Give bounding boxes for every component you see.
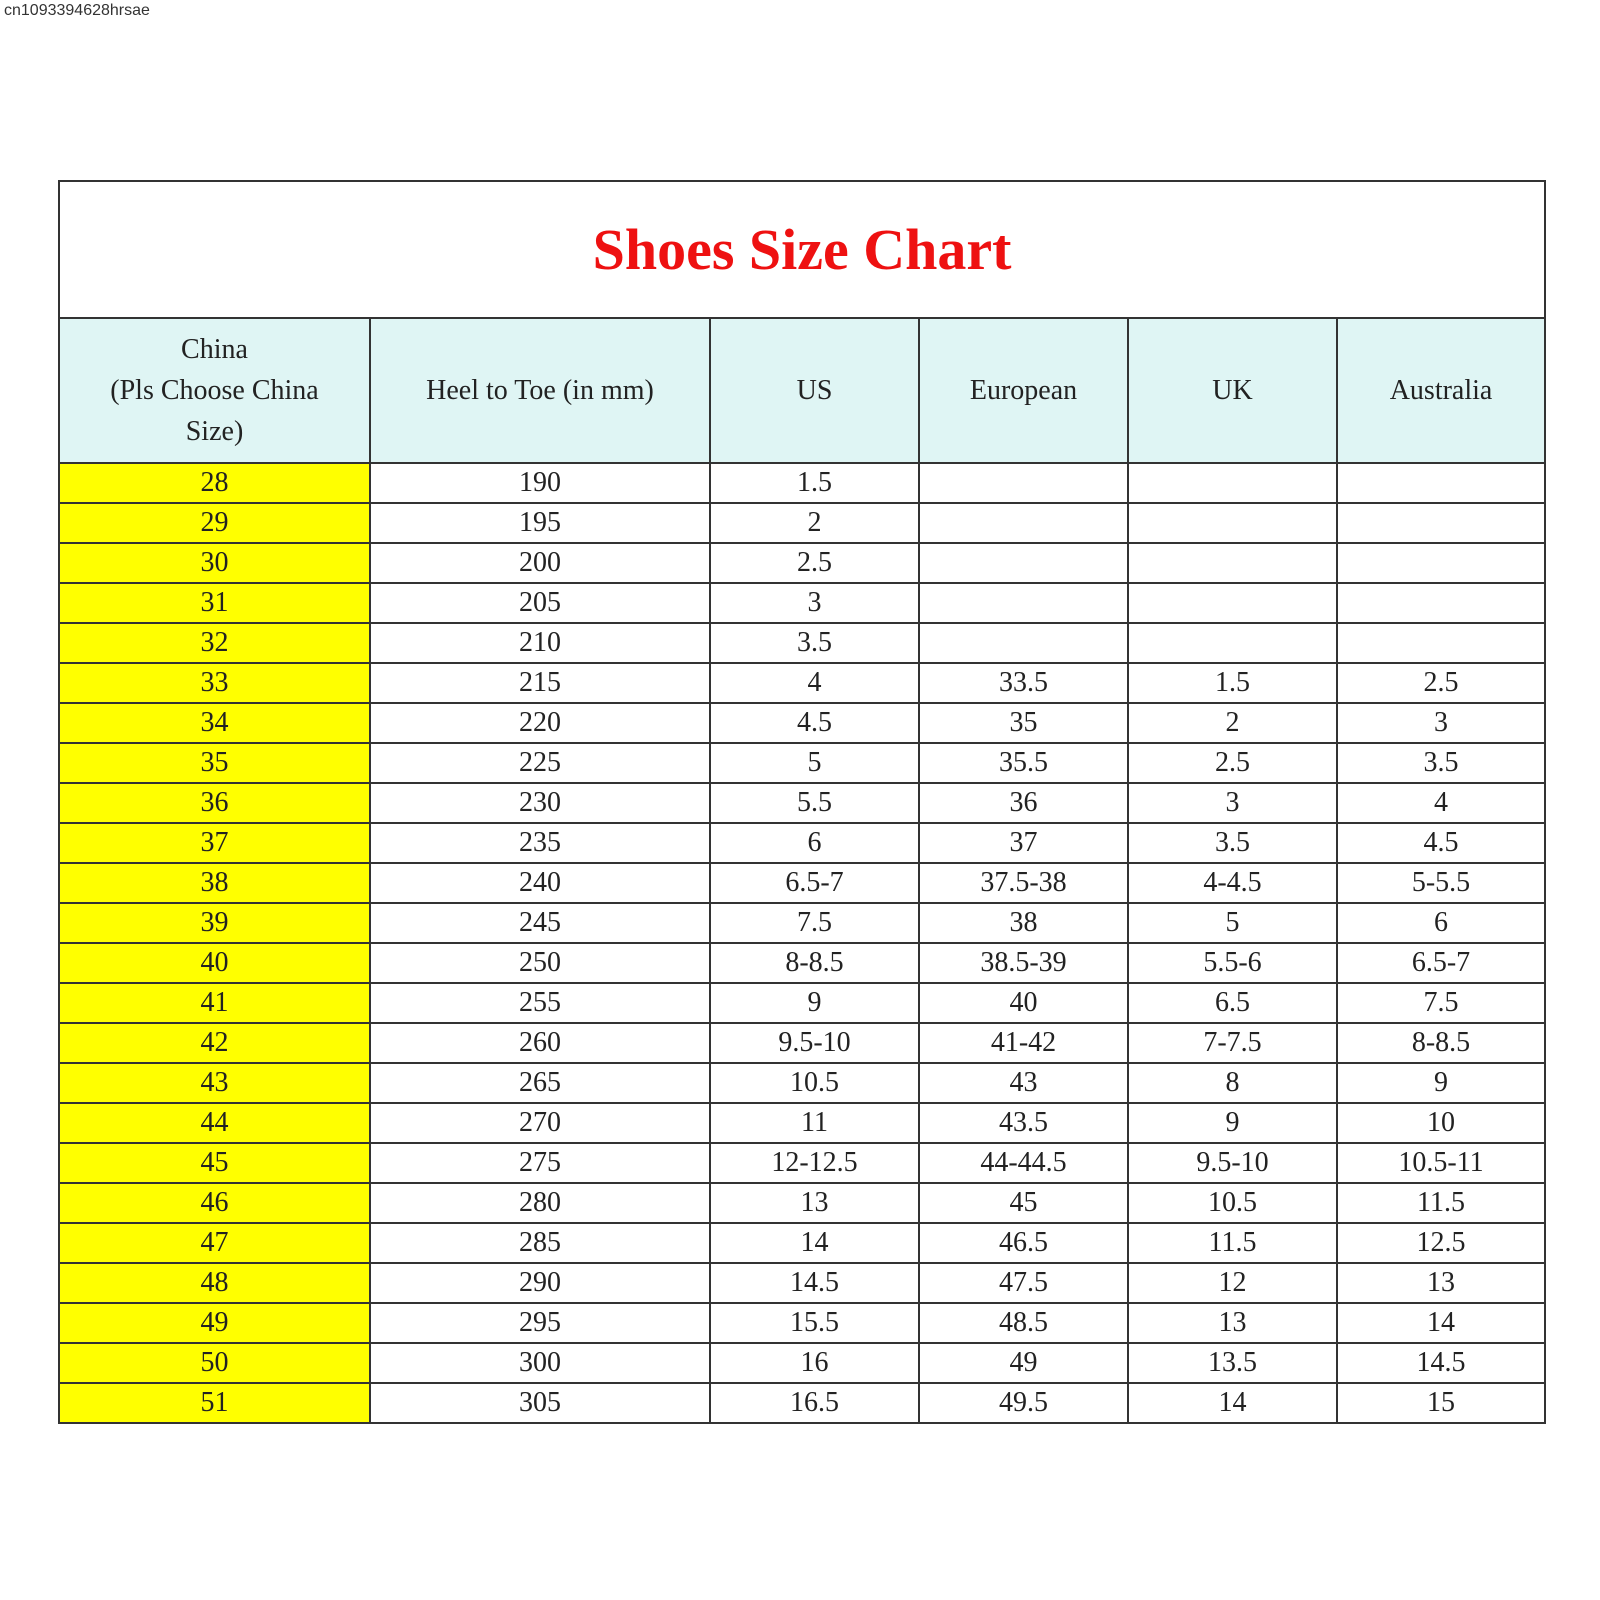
- cell-australia-size: 13: [1337, 1263, 1545, 1303]
- cell-heel-to-toe-mm: 245: [370, 903, 710, 943]
- cell-china-size: 29: [59, 503, 370, 543]
- cell-australia-size: 5-5.5: [1337, 863, 1545, 903]
- cell-china-size: 40: [59, 943, 370, 983]
- header-china-line1: China: [181, 334, 248, 365]
- cell-us-size: 14.5: [710, 1263, 919, 1303]
- cell-heel-to-toe-mm: 220: [370, 703, 710, 743]
- table-row: [59, 1063, 1545, 1103]
- cell-european-size: 46.5: [919, 1223, 1128, 1263]
- table-row: [59, 1303, 1545, 1343]
- cell-australia-size: 3: [1337, 703, 1545, 743]
- table-row: [59, 743, 1545, 783]
- header-us: US: [710, 318, 919, 463]
- cell-european-size: 35.5: [919, 743, 1128, 783]
- cell-china-size: 31: [59, 583, 370, 623]
- cell-us-size: 1.5: [710, 463, 919, 503]
- chart-title: Shoes Size Chart: [59, 181, 1545, 318]
- cell-european-size: 38.5-39: [919, 943, 1128, 983]
- cell-heel-to-toe-mm: 215: [370, 663, 710, 703]
- cell-uk-size: 9: [1128, 1103, 1337, 1143]
- cell-china-size: 41: [59, 983, 370, 1023]
- cell-china-size: 43: [59, 1063, 370, 1103]
- cell-uk-size: 2: [1128, 703, 1337, 743]
- cell-australia-size: [1337, 623, 1545, 663]
- cell-heel-to-toe-mm: 230: [370, 783, 710, 823]
- cell-heel-to-toe-mm: 305: [370, 1383, 710, 1423]
- cell-uk-size: [1128, 503, 1337, 543]
- cell-china-size: 35: [59, 743, 370, 783]
- cell-china-size: 38: [59, 863, 370, 903]
- cell-uk-size: 5.5-6: [1128, 943, 1337, 983]
- cell-heel-to-toe-mm: 240: [370, 863, 710, 903]
- header-australia: Australia: [1337, 318, 1545, 463]
- cell-european-size: 44-44.5: [919, 1143, 1128, 1183]
- cell-uk-size: 5: [1128, 903, 1337, 943]
- cell-china-size: 51: [59, 1383, 370, 1423]
- cell-china-size: 30: [59, 543, 370, 583]
- cell-uk-size: 12: [1128, 1263, 1337, 1303]
- table-row: [59, 903, 1545, 943]
- cell-australia-size: 14: [1337, 1303, 1545, 1343]
- cell-heel-to-toe-mm: 205: [370, 583, 710, 623]
- cell-us-size: 6.5-7: [710, 863, 919, 903]
- header-china-line2: (Pls Choose China: [110, 375, 319, 406]
- cell-australia-size: 7.5: [1337, 983, 1545, 1023]
- cell-european-size: 45: [919, 1183, 1128, 1223]
- cell-european-size: [919, 543, 1128, 583]
- cell-heel-to-toe-mm: 195: [370, 503, 710, 543]
- cell-european-size: [919, 623, 1128, 663]
- header-uk: UK: [1128, 318, 1337, 463]
- header-heel-to-toe: Heel to Toe (in mm): [370, 318, 710, 463]
- cell-china-size: 48: [59, 1263, 370, 1303]
- cell-china-size: 42: [59, 1023, 370, 1063]
- cell-china-size: 49: [59, 1303, 370, 1343]
- cell-australia-size: [1337, 463, 1545, 503]
- cell-us-size: 16.5: [710, 1383, 919, 1423]
- cell-european-size: 43.5: [919, 1103, 1128, 1143]
- cell-european-size: 41-42: [919, 1023, 1128, 1063]
- cell-heel-to-toe-mm: 295: [370, 1303, 710, 1343]
- cell-heel-to-toe-mm: 190: [370, 463, 710, 503]
- cell-european-size: 49: [919, 1343, 1128, 1383]
- cell-china-size: 36: [59, 783, 370, 823]
- header-row: [59, 318, 1545, 463]
- cell-us-size: 8-8.5: [710, 943, 919, 983]
- cell-uk-size: 6.5: [1128, 983, 1337, 1023]
- table-row: [59, 783, 1545, 823]
- cell-australia-size: 6.5-7: [1337, 943, 1545, 983]
- table-row: [59, 663, 1545, 703]
- cell-uk-size: 3: [1128, 783, 1337, 823]
- cell-china-size: 46: [59, 1183, 370, 1223]
- cell-us-size: 4.5: [710, 703, 919, 743]
- cell-heel-to-toe-mm: 300: [370, 1343, 710, 1383]
- cell-heel-to-toe-mm: 210: [370, 623, 710, 663]
- cell-european-size: 37.5-38: [919, 863, 1128, 903]
- cell-heel-to-toe-mm: 290: [370, 1263, 710, 1303]
- cell-uk-size: 13.5: [1128, 1343, 1337, 1383]
- cell-china-size: 34: [59, 703, 370, 743]
- cell-us-size: 15.5: [710, 1303, 919, 1343]
- cell-us-size: 10.5: [710, 1063, 919, 1103]
- cell-uk-size: 10.5: [1128, 1183, 1337, 1223]
- cell-uk-size: [1128, 583, 1337, 623]
- cell-uk-size: 3.5: [1128, 823, 1337, 863]
- cell-us-size: 3.5: [710, 623, 919, 663]
- cell-australia-size: 4.5: [1337, 823, 1545, 863]
- cell-uk-size: 4-4.5: [1128, 863, 1337, 903]
- table-body: [59, 463, 1545, 1423]
- cell-australia-size: 10.5-11: [1337, 1143, 1545, 1183]
- cell-uk-size: [1128, 543, 1337, 583]
- cell-uk-size: 7-7.5: [1128, 1023, 1337, 1063]
- cell-us-size: 5: [710, 743, 919, 783]
- cell-us-size: 4: [710, 663, 919, 703]
- cell-australia-size: 12.5: [1337, 1223, 1545, 1263]
- cell-australia-size: [1337, 543, 1545, 583]
- cell-china-size: 37: [59, 823, 370, 863]
- cell-australia-size: [1337, 583, 1545, 623]
- cell-heel-to-toe-mm: 275: [370, 1143, 710, 1183]
- cell-australia-size: 3.5: [1337, 743, 1545, 783]
- cell-heel-to-toe-mm: 280: [370, 1183, 710, 1223]
- cell-australia-size: 9: [1337, 1063, 1545, 1103]
- cell-china-size: 44: [59, 1103, 370, 1143]
- cell-heel-to-toe-mm: 265: [370, 1063, 710, 1103]
- table-row: [59, 943, 1545, 983]
- cell-us-size: 2.5: [710, 543, 919, 583]
- cell-china-size: 32: [59, 623, 370, 663]
- cell-uk-size: 8: [1128, 1063, 1337, 1103]
- cell-uk-size: 13: [1128, 1303, 1337, 1343]
- cell-european-size: [919, 463, 1128, 503]
- table-row: [59, 1023, 1545, 1063]
- table-row: [59, 863, 1545, 903]
- cell-australia-size: 11.5: [1337, 1183, 1545, 1223]
- cell-us-size: 5.5: [710, 783, 919, 823]
- table-row: [59, 463, 1545, 503]
- title-row: [59, 181, 1545, 318]
- cell-european-size: 40: [919, 983, 1128, 1023]
- table-row: [59, 1143, 1545, 1183]
- cell-uk-size: 2.5: [1128, 743, 1337, 783]
- table-row: [59, 1183, 1545, 1223]
- cell-heel-to-toe-mm: 260: [370, 1023, 710, 1063]
- cell-us-size: 2: [710, 503, 919, 543]
- cell-european-size: 37: [919, 823, 1128, 863]
- cell-heel-to-toe-mm: 250: [370, 943, 710, 983]
- size-chart-table: [58, 180, 1546, 1424]
- watermark-text: cn1093394628hrsae: [4, 2, 150, 19]
- cell-heel-to-toe-mm: 225: [370, 743, 710, 783]
- cell-us-size: 14: [710, 1223, 919, 1263]
- table-row: [59, 983, 1545, 1023]
- header-china: [59, 318, 370, 463]
- cell-australia-size: 8-8.5: [1337, 1023, 1545, 1063]
- cell-heel-to-toe-mm: 255: [370, 983, 710, 1023]
- cell-european-size: 49.5: [919, 1383, 1128, 1423]
- cell-us-size: 7.5: [710, 903, 919, 943]
- cell-us-size: 12-12.5: [710, 1143, 919, 1183]
- cell-uk-size: 14: [1128, 1383, 1337, 1423]
- cell-china-size: 39: [59, 903, 370, 943]
- cell-australia-size: [1337, 503, 1545, 543]
- table-row: [59, 543, 1545, 583]
- cell-australia-size: 6: [1337, 903, 1545, 943]
- table-row: [59, 823, 1545, 863]
- header-china-line3: Size): [185, 416, 244, 447]
- cell-china-size: 28: [59, 463, 370, 503]
- cell-china-size: 47: [59, 1223, 370, 1263]
- table-row: [59, 703, 1545, 743]
- cell-heel-to-toe-mm: 285: [370, 1223, 710, 1263]
- cell-australia-size: 4: [1337, 783, 1545, 823]
- cell-us-size: 11: [710, 1103, 919, 1143]
- cell-european-size: 38: [919, 903, 1128, 943]
- table-row: [59, 583, 1545, 623]
- cell-australia-size: 15: [1337, 1383, 1545, 1423]
- table-row: [59, 1103, 1545, 1143]
- table-row: [59, 503, 1545, 543]
- cell-australia-size: 14.5: [1337, 1343, 1545, 1383]
- cell-european-size: 48.5: [919, 1303, 1128, 1343]
- cell-australia-size: 10: [1337, 1103, 1545, 1143]
- cell-european-size: 36: [919, 783, 1128, 823]
- cell-us-size: 16: [710, 1343, 919, 1383]
- cell-european-size: 35: [919, 703, 1128, 743]
- cell-china-size: 45: [59, 1143, 370, 1183]
- cell-us-size: 3: [710, 583, 919, 623]
- cell-us-size: 6: [710, 823, 919, 863]
- cell-china-size: 33: [59, 663, 370, 703]
- cell-european-size: 33.5: [919, 663, 1128, 703]
- cell-uk-size: [1128, 623, 1337, 663]
- cell-heel-to-toe-mm: 270: [370, 1103, 710, 1143]
- cell-heel-to-toe-mm: 200: [370, 543, 710, 583]
- cell-china-size: 50: [59, 1343, 370, 1383]
- cell-european-size: 47.5: [919, 1263, 1128, 1303]
- table-row: [59, 1383, 1545, 1423]
- table-row: [59, 1343, 1545, 1383]
- table-row: [59, 623, 1545, 663]
- header-european: European: [919, 318, 1128, 463]
- cell-uk-size: 11.5: [1128, 1223, 1337, 1263]
- cell-us-size: 9: [710, 983, 919, 1023]
- cell-uk-size: 9.5-10: [1128, 1143, 1337, 1183]
- cell-european-size: [919, 503, 1128, 543]
- cell-uk-size: 1.5: [1128, 663, 1337, 703]
- cell-australia-size: 2.5: [1337, 663, 1545, 703]
- cell-us-size: 9.5-10: [710, 1023, 919, 1063]
- cell-european-size: 43: [919, 1063, 1128, 1103]
- table-row: [59, 1263, 1545, 1303]
- table-row: [59, 1223, 1545, 1263]
- cell-european-size: [919, 583, 1128, 623]
- cell-heel-to-toe-mm: 235: [370, 823, 710, 863]
- cell-uk-size: [1128, 463, 1337, 503]
- cell-us-size: 13: [710, 1183, 919, 1223]
